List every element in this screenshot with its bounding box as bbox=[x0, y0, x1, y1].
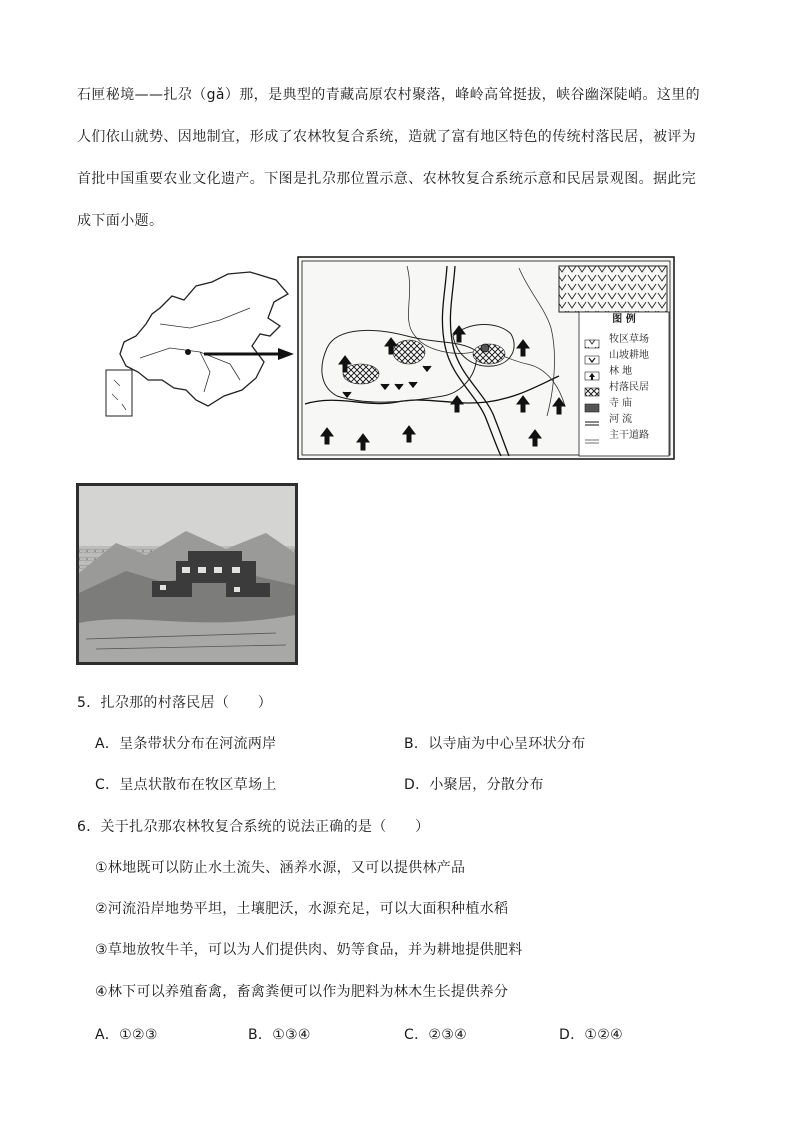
south-sea-inset bbox=[106, 370, 132, 416]
temple-mark bbox=[481, 344, 489, 352]
legend-label-forest: 林 地 bbox=[609, 366, 633, 377]
legend-label-farmland: 山坡耕地 bbox=[609, 350, 649, 361]
map-legend bbox=[579, 312, 669, 444]
village-landscape-photo bbox=[76, 483, 298, 665]
passage-line-4: 成下面小题。 bbox=[77, 213, 164, 229]
passage-line-1: 石匣秘境——扎尕（gǎ）那，是典型的青藏高原农村聚落，峰岭高耸挺拔，峡谷幽深陡峭。这里的 bbox=[77, 87, 701, 103]
passage-line-3: 首批中国重要农业文化遗产。下图是扎尕那位置示意、农林牧复合系统示意和民居景观图。据此完 bbox=[77, 171, 697, 187]
legend-label-road: 主干道路 bbox=[609, 430, 649, 441]
legend-label-pasture: 牧区草场 bbox=[609, 334, 649, 345]
q6-statement-3: ③草地放牧牛羊，可以为人们提供肉、奶等食品，并为耕地提供肥料 bbox=[95, 942, 523, 958]
q6-option-a[interactable]: A．①②③ bbox=[95, 1027, 158, 1043]
q5-option-b[interactable]: B．以寺庙为中心呈环状分布 bbox=[404, 736, 586, 752]
question-5-stem: 5．扎尕那的村落民居（ ） bbox=[77, 695, 273, 711]
legend-label-river: 河 流 bbox=[609, 414, 633, 425]
q5-option-d[interactable]: D．小聚居，分散分布 bbox=[404, 777, 544, 793]
q6-statement-2: ②河流沿岸地势平坦，土壤肥沃，水源充足，可以大面积种植水稻 bbox=[95, 901, 509, 917]
q6-option-b[interactable]: B．①③④ bbox=[248, 1027, 311, 1043]
location-dot bbox=[185, 349, 191, 355]
q5-option-c[interactable]: C．呈点状散布在牧区草场上 bbox=[95, 777, 277, 793]
legend-label-village: 村落民居 bbox=[609, 382, 649, 393]
question-6-stem: 6．关于扎尕那农林牧复合系统的说法正确的是（ ） bbox=[77, 819, 430, 835]
pasture-area bbox=[559, 266, 667, 312]
q6-option-c[interactable]: C．②③④ bbox=[404, 1027, 467, 1043]
q5-option-a[interactable]: A．呈条带状分布在河流两岸 bbox=[95, 736, 277, 752]
legend-label-temple: 寺 庙 bbox=[609, 398, 633, 409]
q6-statement-1: ①林地既可以防止水土流失、涵养水源，又可以提供林产品 bbox=[95, 860, 466, 876]
q6-option-d[interactable]: D．①②④ bbox=[559, 1027, 623, 1043]
q6-statement-4: ④林下可以养殖畜禽，畜禽粪便可以作为肥料为林木生长提供养分 bbox=[95, 984, 509, 1000]
china-location-map bbox=[100, 268, 300, 428]
passage-line-2: 人们依山就势、因地制宜，形成了农林牧复合系统，造就了富有地区特色的传统村落民居，被评为 bbox=[77, 129, 697, 145]
legend-title: 图 例 bbox=[612, 314, 636, 325]
china-outline bbox=[120, 272, 288, 406]
